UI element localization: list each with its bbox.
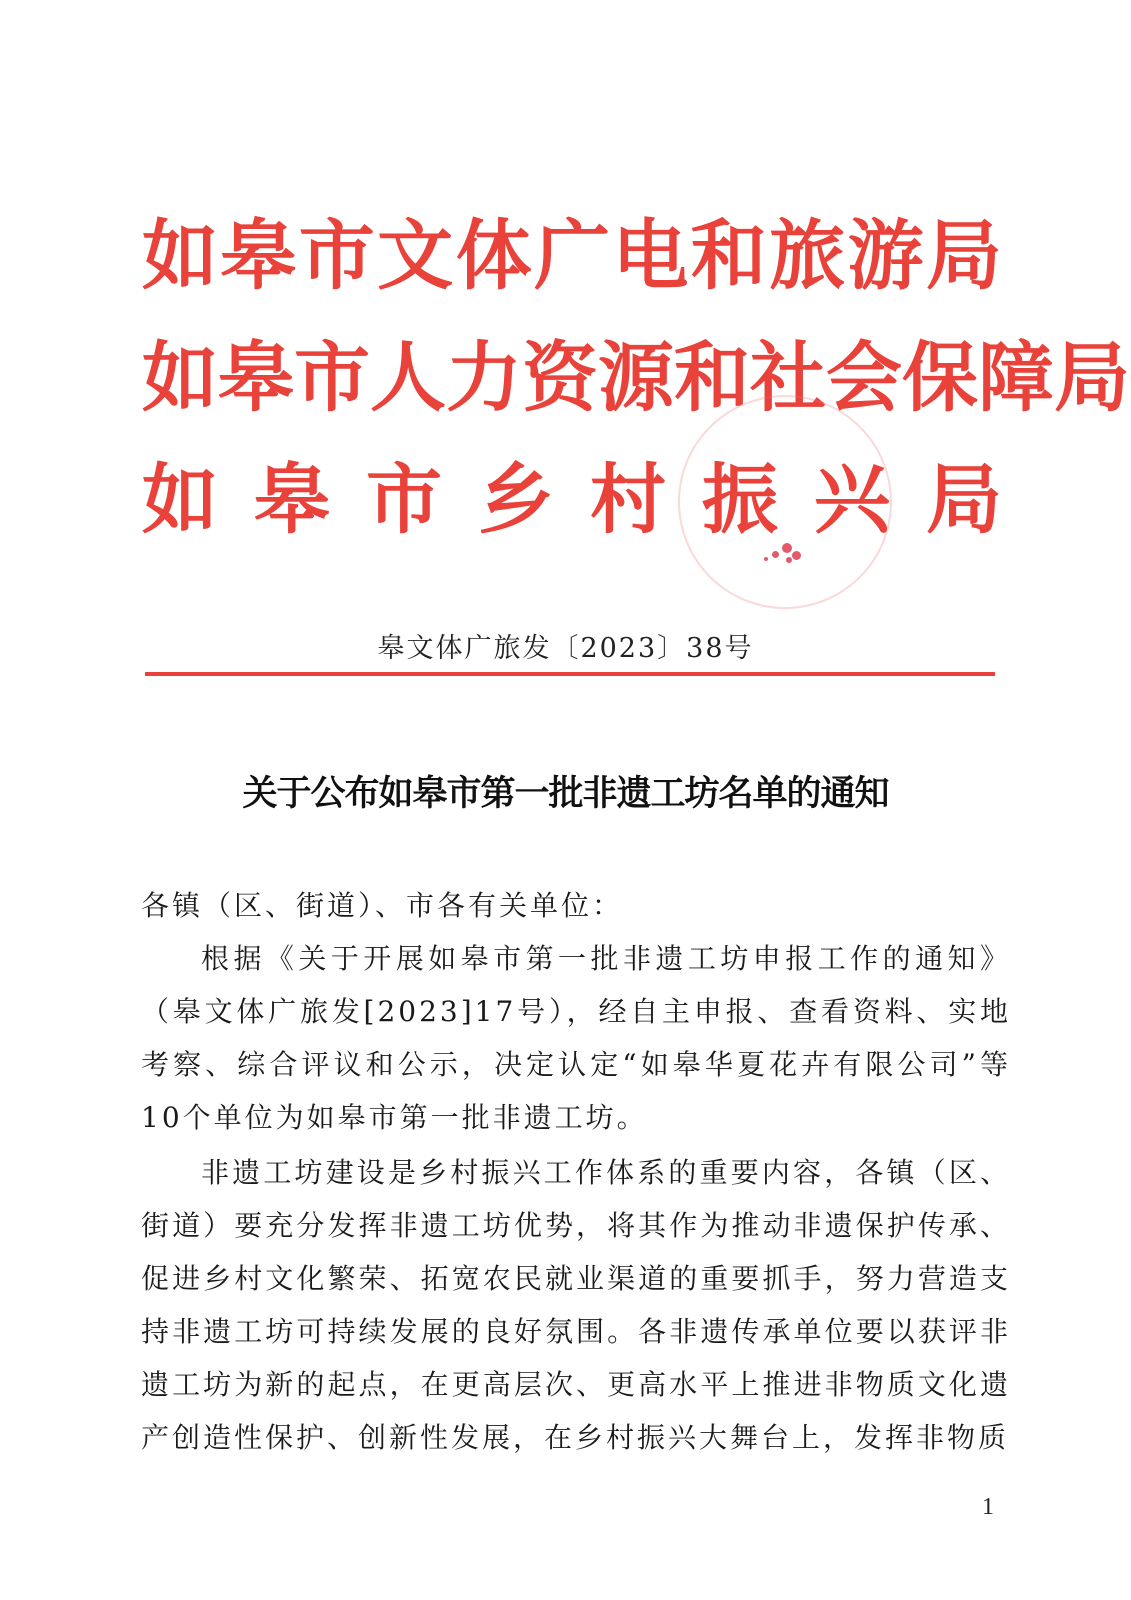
letterhead-char: 村 [590, 455, 666, 544]
letterhead-char: 振 [702, 455, 778, 544]
letterhead-char: 市 [294, 333, 370, 422]
page-number: 1 [982, 1494, 994, 1520]
letterhead-char: 和 [674, 333, 750, 422]
letterhead-char: 障 [978, 333, 1054, 422]
salutation: 各镇（区、街道）、市各有关单位： [141, 889, 624, 922]
letterhead-char: 社 [750, 333, 826, 422]
letterhead-char: 文 [377, 211, 454, 300]
letterhead-char: 市 [366, 455, 442, 544]
paragraph-2: 非遗工坊建设是乡村振兴工作体系的重要内容，各镇（区、街道）要充分发挥非遗工坊优势，将其作为推动非遗保护传承、促进乡村文化繁荣、拓宽农民就业渠道的重要抓手，努力营造支持非遗工坊可持续发展的良好氛围。各非遗传承单位要以获评非遗工坊为新的起点，在更高层次、更高水平上推进非物质文化遗产创造性保护、创新性发展，在乡村振兴大舞台上，发挥非物质 [141, 1156, 1011, 1454]
letterhead-char: 皋 [218, 333, 294, 422]
red-separator-line [145, 672, 995, 676]
seal-ink-dots [762, 537, 812, 567]
letterhead-char: 局 [1054, 333, 1130, 422]
letterhead-char: 源 [598, 333, 674, 422]
letterhead-char: 资 [522, 333, 598, 422]
letterhead-char: 保 [902, 333, 978, 422]
letterhead-char: 力 [446, 333, 522, 422]
letterhead-char: 如 [142, 333, 218, 422]
letterhead-char: 旅 [769, 211, 846, 300]
notice-title: 关于公布如皋市第一批非遗工坊名单的通知 [242, 774, 889, 814]
letterhead-char: 和 [690, 211, 767, 300]
letterhead-char: 广 [533, 211, 610, 300]
letterhead-char: 人 [370, 333, 446, 422]
official-seal-stamp [678, 395, 892, 609]
letterhead-char: 兴 [814, 455, 890, 544]
letterhead-char: 体 [455, 211, 532, 300]
letterhead-char: 会 [826, 333, 902, 422]
letterhead-char: 乡 [478, 455, 554, 544]
letterhead-char: 如 [142, 455, 218, 544]
letterhead-char: 皋 [220, 211, 297, 300]
letterhead-char: 游 [847, 211, 924, 300]
letterhead-char: 市 [298, 211, 375, 300]
letterhead-org-culture-tourism [142, 211, 1002, 300]
letterhead-char: 电 [612, 211, 689, 300]
document-number: 皋文体广旅发〔2023〕38号 [377, 633, 754, 664]
paragraph-1: 根据《关于开展如皋市第一批非遗工坊申报工作的通知》（皋文体广旅发[2023]17号），经自主申报、查看资料、实地考察、综合评议和公示，决定认定“如皋华夏花卉有限公司”等10个单位为如皋市第一批非遗工坊。 [141, 942, 1011, 1134]
letterhead-char: 皋 [254, 455, 330, 544]
letterhead-char: 局 [926, 455, 1002, 544]
letterhead-org-human-resources [142, 333, 1130, 422]
letterhead-char: 局 [925, 211, 1002, 300]
letterhead-char: 如 [142, 211, 218, 300]
